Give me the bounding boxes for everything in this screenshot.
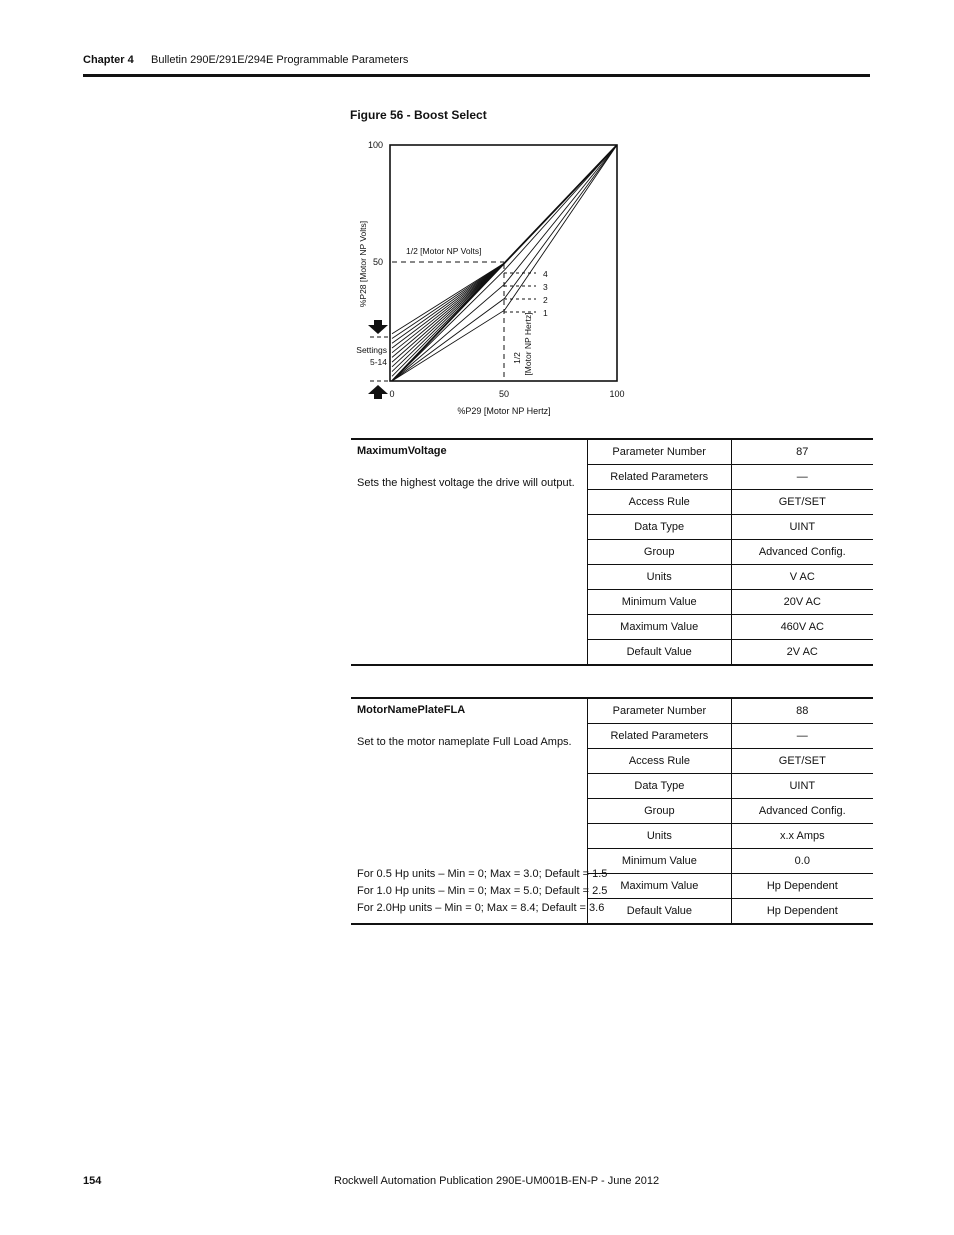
x-axis-label: %P29 [Motor NP Hertz] <box>457 406 551 416</box>
row-key: Group <box>587 540 731 565</box>
row-key: Access Rule <box>587 490 731 515</box>
row-key: Minimum Value <box>587 590 731 615</box>
page-number: 154 <box>83 1175 102 1187</box>
curve-label-2: 2 <box>543 295 548 305</box>
arrow-up-icon <box>368 385 388 399</box>
y-tick-50: 50 <box>372 257 383 267</box>
table-row <box>351 439 873 465</box>
row-key: Units <box>588 824 731 849</box>
publication-footer: Rockwell Automation Publication 290E-UM001B-EN-P - June 2012 <box>334 1175 660 1187</box>
row-value: 87 <box>731 439 873 465</box>
y-tick-100: 100 <box>367 140 383 150</box>
settings-label-line1: Settings <box>356 345 387 355</box>
row-key: Data Type <box>588 774 731 799</box>
row-key: Related Parameters <box>587 465 731 490</box>
hp-notes <box>357 866 607 917</box>
row-key: Data Type <box>587 515 731 540</box>
row-value: 2V AC <box>731 640 873 666</box>
y-axis-label: %P28 [Motor NP Volts] <box>358 220 368 308</box>
chapter-label: Chapter 4 <box>83 54 134 66</box>
row-key: Group <box>588 799 731 824</box>
row-key: Maximum Value <box>587 615 731 640</box>
row-value: x.x Amps <box>731 824 873 849</box>
settings-label-line2: 5-14 <box>369 357 387 367</box>
header-title: Bulletin 290E/291E/294E Programmable Parameters <box>151 54 409 66</box>
curve-label-1: 1 <box>543 308 548 318</box>
row-value: V AC <box>731 565 873 590</box>
maximum-voltage-table <box>351 438 873 666</box>
page-header <box>83 52 870 77</box>
parameter-name: MotorNamePlateFLA <box>357 704 466 716</box>
x-tick-0: 0 <box>389 389 395 399</box>
x-tick-100: 100 <box>609 389 625 399</box>
row-value: — <box>731 465 873 490</box>
figure-title: Figure 56 - Boost Select <box>350 108 487 122</box>
row-value: GET/SET <box>731 490 873 515</box>
row-value: Hp Dependent <box>731 899 873 925</box>
arrow-down-icon <box>368 320 388 334</box>
hp-note: For 0.5 Hp units – Min = 0; Max = 3.0; Default = 1.5 <box>357 868 608 880</box>
boost-curve-line <box>392 145 617 334</box>
row-key: Parameter Number <box>587 439 731 465</box>
half-hertz-label-line2: [Motor NP Hertz] <box>523 312 533 376</box>
row-value: UINT <box>731 515 873 540</box>
row-key: Maximum Value <box>588 874 731 899</box>
row-value: 0.0 <box>731 849 873 874</box>
x-tick-50: 50 <box>498 389 510 399</box>
parameter-description: Sets the highest voltage the drive will output. <box>357 477 575 489</box>
row-key: Default Value <box>587 640 731 666</box>
row-value: 460V AC <box>731 615 873 640</box>
row-value: Advanced Config. <box>731 540 873 565</box>
row-key: Default Value <box>588 899 731 925</box>
parameter-name: MaximumVoltage <box>357 445 447 457</box>
row-key: Access Rule <box>588 749 731 774</box>
hp-note: For 1.0 Hp units – Min = 0; Max = 5.0; Default = 2.5 <box>357 885 608 897</box>
row-key: Minimum Value <box>588 849 731 874</box>
row-value: 20V AC <box>731 590 873 615</box>
row-value: GET/SET <box>731 749 873 774</box>
row-key: Units <box>587 565 731 590</box>
row-value: — <box>731 724 873 749</box>
row-key: Parameter Number <box>588 698 731 724</box>
row-value: 88 <box>731 698 873 724</box>
curve-label-3: 3 <box>543 282 548 292</box>
hp-note: For 2.0Hp units – Min = 0; Max = 8.4; Default = 3.6 <box>357 902 605 914</box>
row-value: UINT <box>731 774 873 799</box>
table-row <box>351 698 873 724</box>
parameter-description-cell <box>351 698 608 924</box>
curve-label-4: 4 <box>543 269 548 279</box>
row-value: Advanced Config. <box>731 799 873 824</box>
boost-select-chart <box>340 132 640 427</box>
motor-nameplate-fla-table <box>351 697 873 925</box>
row-key: Related Parameters <box>588 724 731 749</box>
parameter-description: Set to the motor nameplate Full Load Amps. <box>357 736 572 748</box>
half-hertz-label-line1: 1/2 <box>512 352 522 364</box>
half-volts-label: 1/2 [Motor NP Volts] <box>406 246 482 256</box>
parameter-description-cell <box>351 439 587 665</box>
row-value: Hp Dependent <box>731 874 873 899</box>
